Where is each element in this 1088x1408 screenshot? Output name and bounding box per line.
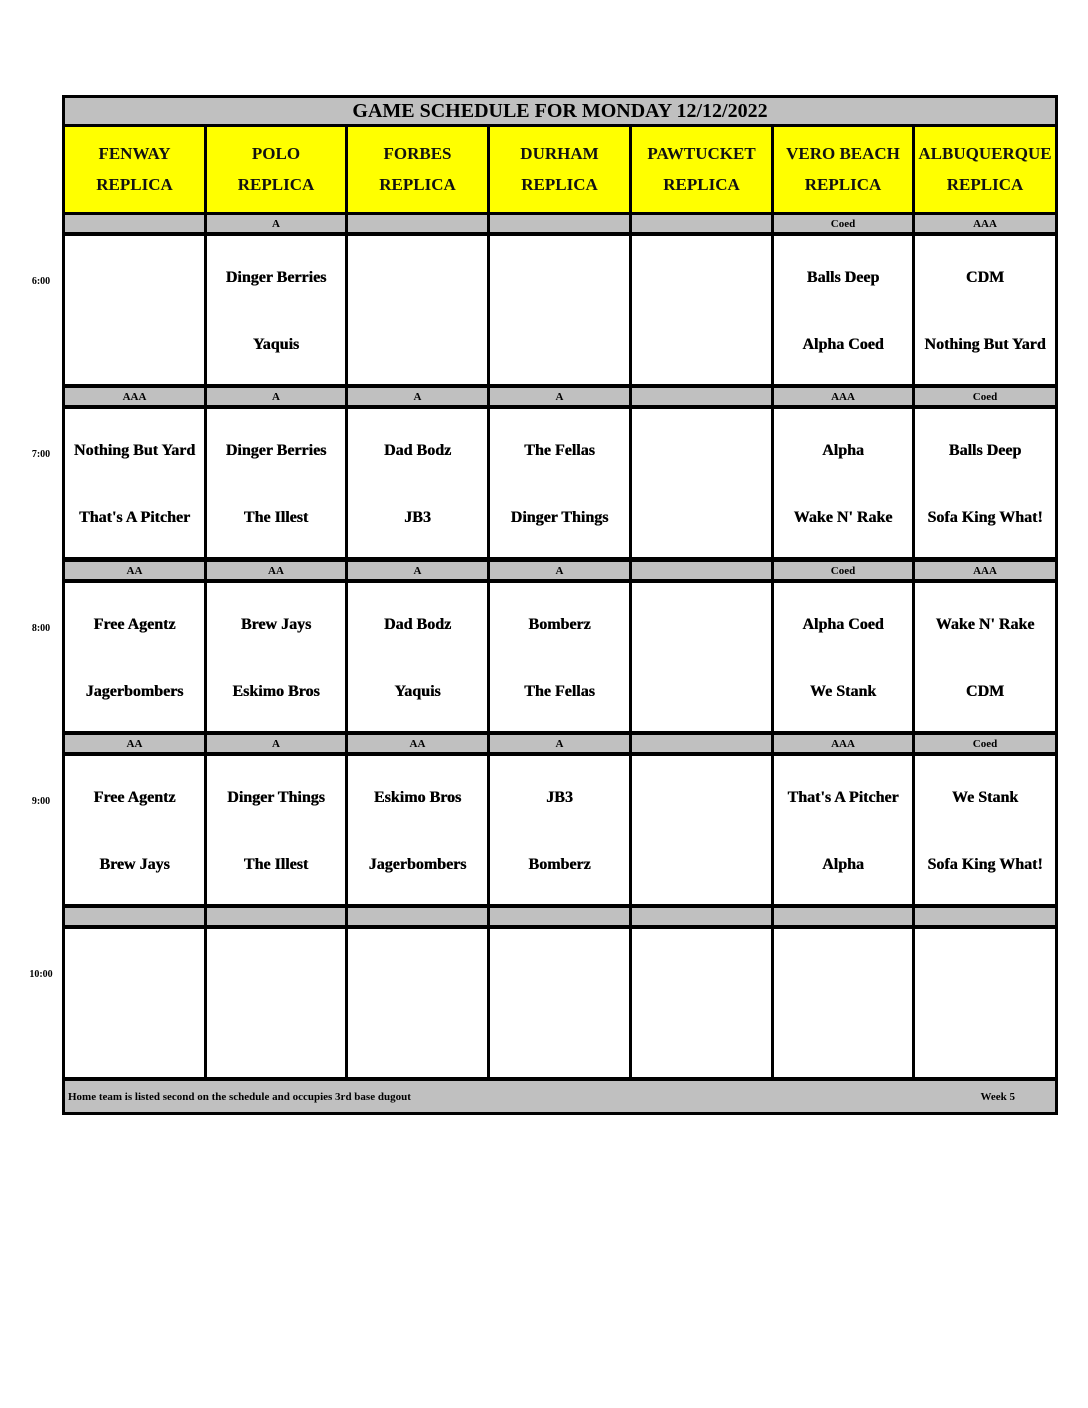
division-label: AA (207, 562, 345, 579)
home-team: Nothing But Yard (924, 335, 1046, 353)
field-name: FENWAY (98, 144, 171, 163)
level-row (62, 908, 1058, 929)
field-subtitle: REPLICA (804, 175, 882, 194)
division-label (632, 388, 771, 405)
game-cell (348, 236, 487, 384)
game-cell (490, 236, 629, 384)
footer-note: Home team is listed second on the schedule and occupies 3rd base dugout (68, 1090, 411, 1103)
away-team: Nothing But Yard (73, 441, 196, 459)
game-cell (490, 583, 629, 731)
division-label: A (348, 388, 487, 405)
home-team: The Illest (243, 855, 309, 873)
game-cell (632, 756, 771, 904)
division-label (632, 735, 771, 752)
division-label: AAA (774, 735, 912, 752)
game-row (62, 929, 1058, 1080)
division-label: A (207, 215, 345, 232)
game-cell (632, 236, 771, 384)
game-cell (207, 929, 345, 1077)
field-name: VERO BEACH (786, 144, 900, 163)
division-label: A (207, 388, 345, 405)
game-cell (348, 583, 487, 731)
field-header-1 (65, 127, 204, 212)
title-row (62, 95, 1058, 127)
home-team: Alpha (822, 855, 864, 873)
away-team: Brew Jays (240, 615, 312, 633)
game-cell (348, 409, 487, 557)
field-header-6 (774, 127, 912, 212)
division-label (65, 908, 204, 925)
division-label: AAA (774, 388, 912, 405)
away-team: That's A Pitcher (787, 788, 899, 806)
game-cell (207, 583, 345, 731)
game-cell (774, 929, 912, 1077)
time-label: 10:00 (29, 969, 53, 980)
home-team: Bomberz (528, 855, 591, 873)
game-cell (632, 409, 771, 557)
schedule-title: GAME SCHEDULE FOR MONDAY 12/12/2022 (65, 98, 1055, 124)
division-label (632, 908, 771, 925)
division-label (774, 908, 912, 925)
away-team: The Fellas (524, 441, 595, 459)
game-cell (774, 583, 912, 731)
division-label: AAA (915, 562, 1055, 579)
game-cell (348, 756, 487, 904)
division-label (632, 562, 771, 579)
division-label: Coed (774, 215, 912, 232)
week-label: Week 5 (980, 1090, 1015, 1103)
home-team: The Illest (243, 508, 309, 526)
away-team: Dad Bodz (383, 615, 452, 633)
home-team: Yaquis (252, 335, 300, 353)
home-team: Yaquis (394, 682, 441, 700)
game-cell (490, 929, 629, 1077)
game-row (62, 583, 1058, 734)
game-cell (915, 409, 1055, 557)
game-cell (65, 583, 204, 731)
division-label: AA (65, 562, 204, 579)
division-label (348, 908, 487, 925)
time-label: 8:00 (31, 623, 51, 634)
game-cell (632, 583, 771, 731)
game-row (62, 409, 1058, 560)
footer-bar (65, 1081, 1055, 1112)
game-cell (774, 409, 912, 557)
home-team: Jagerbombers (368, 855, 467, 873)
game-cell (490, 409, 629, 557)
division-label (65, 215, 204, 232)
level-row (62, 735, 1058, 756)
game-cell (490, 756, 629, 904)
division-label: A (490, 735, 629, 752)
field-subtitle: REPLICA (663, 175, 740, 194)
away-team: We Stank (951, 788, 1019, 806)
away-team: Wake N' Rake (935, 615, 1035, 633)
away-team: Alpha (822, 441, 864, 459)
time-label: 9:00 (31, 796, 51, 807)
home-team: We Stank (809, 682, 877, 700)
field-subtitle: REPLICA (521, 175, 598, 194)
level-row (62, 215, 1058, 236)
division-label: Coed (915, 735, 1055, 752)
away-team: Free Agentz (93, 788, 176, 806)
field-name: POLO (251, 144, 301, 163)
home-team: Dinger Things (510, 508, 609, 526)
field-header-3 (348, 127, 487, 212)
away-team: Dinger Berries (225, 441, 327, 459)
division-label: A (490, 388, 629, 405)
division-label (915, 908, 1055, 925)
game-cell (65, 409, 204, 557)
away-team: Balls Deep (948, 441, 1022, 459)
away-team: Eskimo Bros (373, 788, 462, 806)
division-label: A (348, 562, 487, 579)
division-label: AAA (65, 388, 204, 405)
game-row (62, 236, 1058, 387)
division-label: AA (65, 735, 204, 752)
field-name: PAWTUCKET (647, 144, 756, 163)
away-team: Alpha Coed (802, 615, 884, 633)
time-label: 6:00 (31, 276, 51, 287)
home-team: Jagerbombers (85, 682, 184, 700)
division-label: Coed (774, 562, 912, 579)
field-header-row (62, 127, 1058, 215)
home-team: Alpha Coed (802, 335, 884, 353)
away-team: Bomberz (528, 615, 591, 633)
game-cell (348, 929, 487, 1077)
away-team: Dinger Things (227, 788, 325, 806)
home-team: Sofa King What! (927, 508, 1043, 526)
game-cell (65, 236, 204, 384)
home-team: Brew Jays (99, 855, 170, 873)
division-label: AA (348, 735, 487, 752)
division-label: A (490, 562, 629, 579)
division-label (348, 215, 487, 232)
game-cell (65, 756, 204, 904)
away-team: Free Agentz (93, 615, 176, 633)
field-header-5 (632, 127, 771, 212)
field-name: ALBUQUERQUE (918, 144, 1052, 163)
home-team: Eskimo Bros (232, 682, 320, 700)
field-subtitle: REPLICA (379, 175, 456, 194)
away-team: CDM (965, 268, 1005, 286)
game-cell (774, 236, 912, 384)
schedule-table (62, 95, 1058, 1115)
level-row (62, 562, 1058, 583)
level-row (62, 388, 1058, 409)
game-cell (774, 756, 912, 904)
away-team: Balls Deep (806, 268, 880, 286)
home-team: JB3 (404, 508, 431, 526)
field-subtitle: REPLICA (946, 175, 1024, 194)
home-team: Sofa King What! (927, 855, 1043, 873)
field-header-7 (915, 127, 1055, 212)
game-row (62, 756, 1058, 907)
field-header-4 (490, 127, 629, 212)
field-name: DURHAM (520, 144, 599, 163)
division-label (632, 215, 771, 232)
game-cell (915, 236, 1055, 384)
game-cell (915, 583, 1055, 731)
home-team: Wake N' Rake (793, 508, 893, 526)
away-team: Dad Bodz (383, 441, 452, 459)
away-team: Dinger Berries (225, 268, 327, 286)
division-label (490, 908, 629, 925)
division-label: A (207, 735, 345, 752)
game-cell (65, 929, 204, 1077)
game-cell (915, 756, 1055, 904)
division-label: Coed (915, 388, 1055, 405)
game-cell (207, 236, 345, 384)
game-cell (207, 756, 345, 904)
division-label (490, 215, 629, 232)
away-team: JB3 (546, 788, 573, 806)
field-name: FORBES (383, 144, 452, 163)
field-subtitle: REPLICA (96, 175, 173, 194)
home-team: That's A Pitcher (78, 508, 191, 526)
game-cell (632, 929, 771, 1077)
field-header-2 (207, 127, 345, 212)
home-team: CDM (965, 682, 1005, 700)
game-cell (207, 409, 345, 557)
home-team: The Fellas (524, 682, 595, 700)
field-subtitle: REPLICA (237, 175, 315, 194)
game-cell (915, 929, 1055, 1077)
footer-row (62, 1081, 1058, 1115)
division-label: AAA (915, 215, 1055, 232)
time-label: 7:00 (31, 449, 51, 460)
division-label (207, 908, 345, 925)
